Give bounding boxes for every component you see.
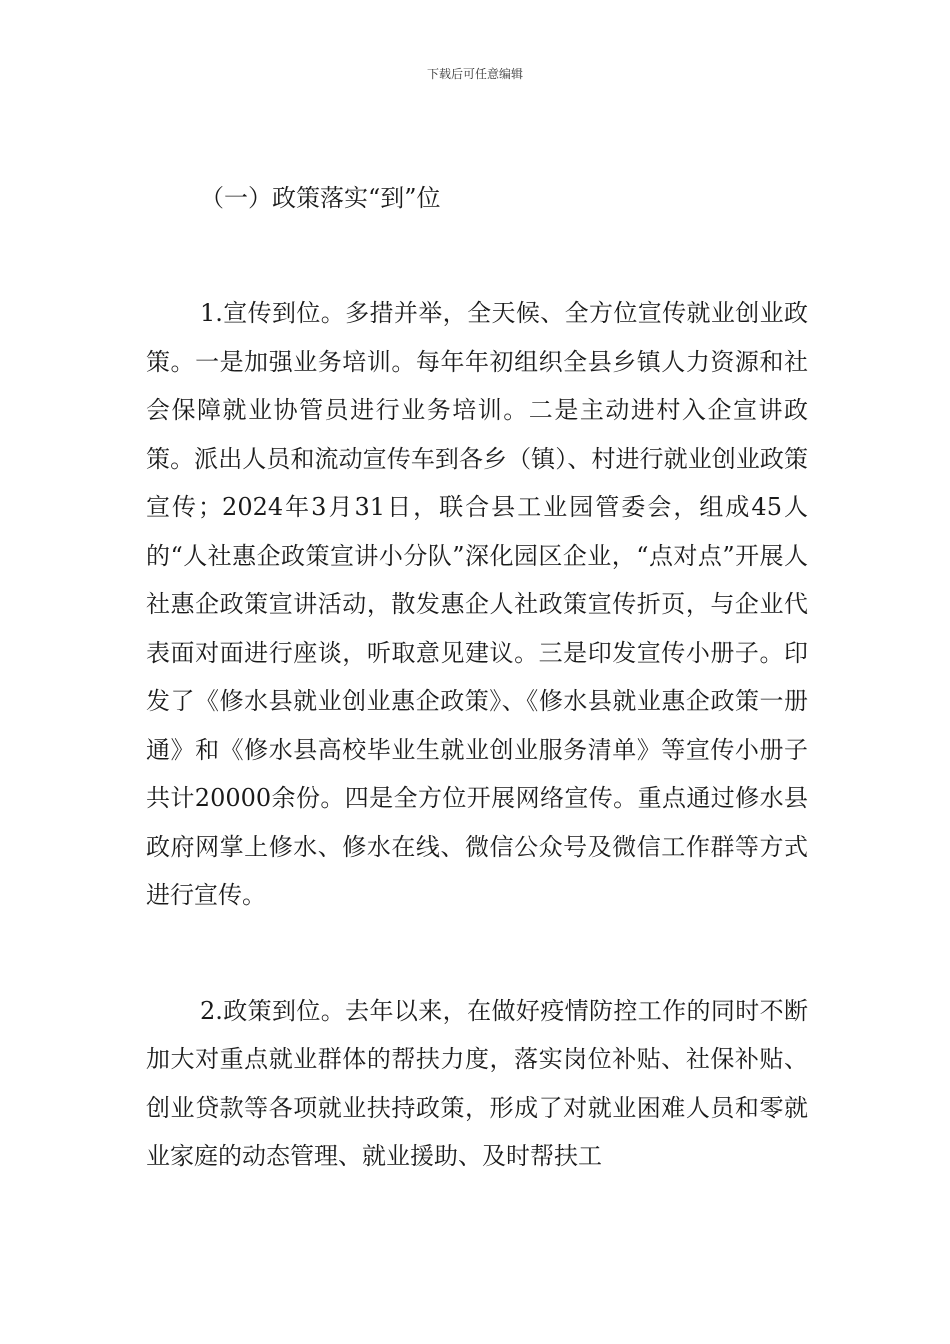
- document-body: [146, 174, 808, 1181]
- paragraph-policy: 2.政策到位。去年以来，在做好疫情防控工作的同时不断加大对重点就业群体的帮扶力度，落实岗位补贴、社保补贴、创业贷款等各项就业扶持政策，形成了对就业困难人员和零就业家庭的动态管理、就业援助、及时帮扶工: [146, 996, 808, 1170]
- header-note: 下载后可任意编辑: [426, 67, 523, 81]
- page-header: [0, 66, 950, 82]
- paragraph-publicity: 1.宣传到位。多措并举，全天候、全方位宣传就业创业政策。一是加强业务培训。每年年初组织全县乡镇人力资源和社会保障就业协管员进行业务培训。二是主动进村入企宣讲政策。派出人员和流动宣传车到各乡（镇）、村进行就业创业政策宣传；2024年3月31日，联合县工业园管委会，组成45人的“人社惠企政策宣讲小分队”深化园区企业，“点对点”开展人社惠企政策宣讲活动，散发惠企人社政策宣传折页，与企业代表面对面进行座谈，听取意见建议。三是印发宣传小册子。印发了《修水县就业创业惠企政策》、《修水县就业惠企政策一册通》和《修水县高校毕业生就业创业服务清单》等宣传小册子共计20000余份。四是全方位开展网络宣传。重点通过修水县政府网掌上修水、修水在线、微信公众号及微信工作群等方式进行宣传。: [146, 299, 808, 909]
- section-title: （一）政策落实“到”位: [200, 184, 441, 212]
